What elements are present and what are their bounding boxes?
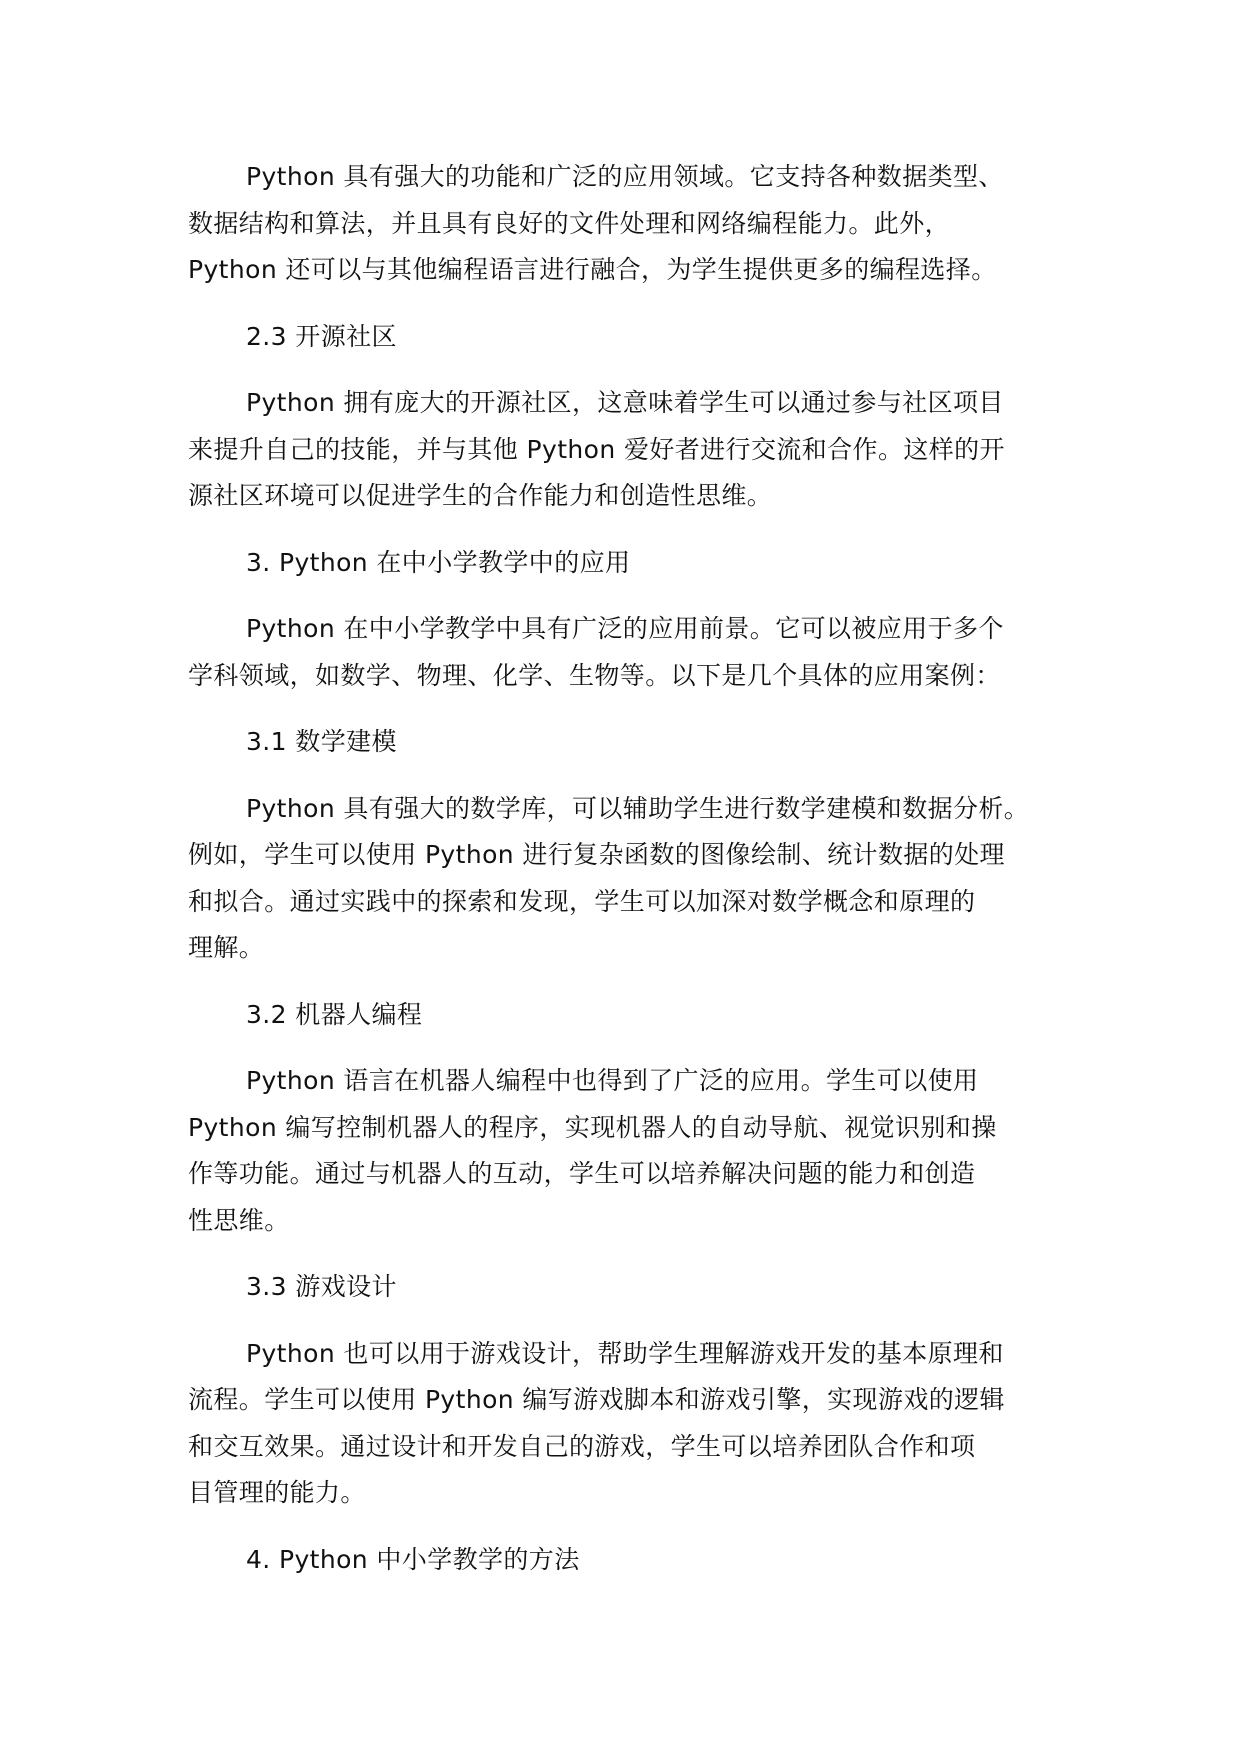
document-body	[188, 154, 1078, 1583]
block-spacer	[188, 766, 1078, 786]
block-spacer	[188, 972, 1078, 992]
para-python-features	[188, 154, 1078, 294]
para-applications	[188, 606, 1078, 699]
text-line: 和拟合。通过实践中的探索和发现，学生可以加深对数学概念和原理的	[188, 886, 976, 916]
text-line: 和交互效果。通过设计和开发自己的游戏，学生可以培养团队合作和项	[188, 1431, 976, 1461]
text-line: Python 具有强大的数学库，可以辅助学生进行数学建模和数据分析。	[246, 793, 1030, 823]
block-spacer	[188, 520, 1078, 540]
heading-3-2: 3.2 机器人编程	[246, 999, 423, 1029]
block-spacer	[188, 1244, 1078, 1264]
para-robotics	[188, 1058, 1078, 1244]
text-line: Python 拥有庞大的开源社区，这意味着学生可以通过参与社区项目	[246, 388, 1004, 417]
text-line: 流程。学生可以使用 Python 编写游戏脚本和游戏引擎，实现游戏的逻辑	[188, 1385, 1005, 1414]
text-line: 数据结构和算法，并且具有良好的文件处理和网络编程能力。此外，	[188, 208, 951, 238]
block-spacer	[188, 586, 1078, 606]
heading-3-1: 3.1 数学建模	[246, 727, 397, 756]
heading-2-3: 2.3 开源社区	[246, 321, 397, 351]
heading-3-3: 3.3 游戏设计	[246, 1272, 397, 1301]
text-line: 性思维。	[188, 1205, 290, 1235]
block-spacer	[188, 699, 1078, 719]
text-line: 来提升自己的技能，并与其他 Python 爱好者进行交流和合作。这样的开	[188, 434, 1005, 464]
para-math-modeling	[188, 786, 1078, 972]
text-line: Python 编写控制机器人的程序，实现机器人的自动导航、视觉识别和操	[188, 1112, 997, 1142]
block-spacer	[188, 360, 1078, 380]
text-line: 理解。	[188, 933, 265, 962]
text-line: 例如，学生可以使用 Python 进行复杂函数的图像绘制、统计数据的处理	[188, 840, 1005, 869]
text-line: Python 也可以用于游戏设计，帮助学生理解游戏开发的基本原理和	[246, 1338, 1004, 1368]
block-spacer	[188, 1038, 1078, 1058]
text-line: 目管理的能力。	[188, 1478, 366, 1507]
para-game-design	[188, 1331, 1078, 1517]
block-spacer	[188, 1517, 1078, 1537]
text-line: Python 具有强大的功能和广泛的应用领域。它支持各种数据类型、	[246, 162, 1004, 191]
block-spacer	[188, 1311, 1078, 1331]
text-line: 源社区环境可以促进学生的合作能力和创造性思维。	[188, 481, 773, 510]
para-open-source	[188, 380, 1078, 520]
text-line: Python 在中小学教学中具有广泛的应用前景。它可以被应用于多个	[246, 614, 1004, 643]
heading-3: 3. Python 在中小学教学中的应用	[246, 547, 631, 577]
heading-4: 4. Python 中小学教学的方法	[246, 1544, 580, 1574]
text-line: 学科领域，如数学、物理、化学、生物等。以下是几个具体的应用案例：	[188, 660, 1001, 690]
text-line: Python 语言在机器人编程中也得到了广泛的应用。学生可以使用	[246, 1066, 979, 1095]
block-spacer	[188, 294, 1078, 314]
text-line: 作等功能。通过与机器人的互动，学生可以培养解决问题的能力和创造	[188, 1159, 976, 1188]
text-line: Python 还可以与其他编程语言进行融合，为学生提供更多的编程选择。	[188, 255, 997, 284]
